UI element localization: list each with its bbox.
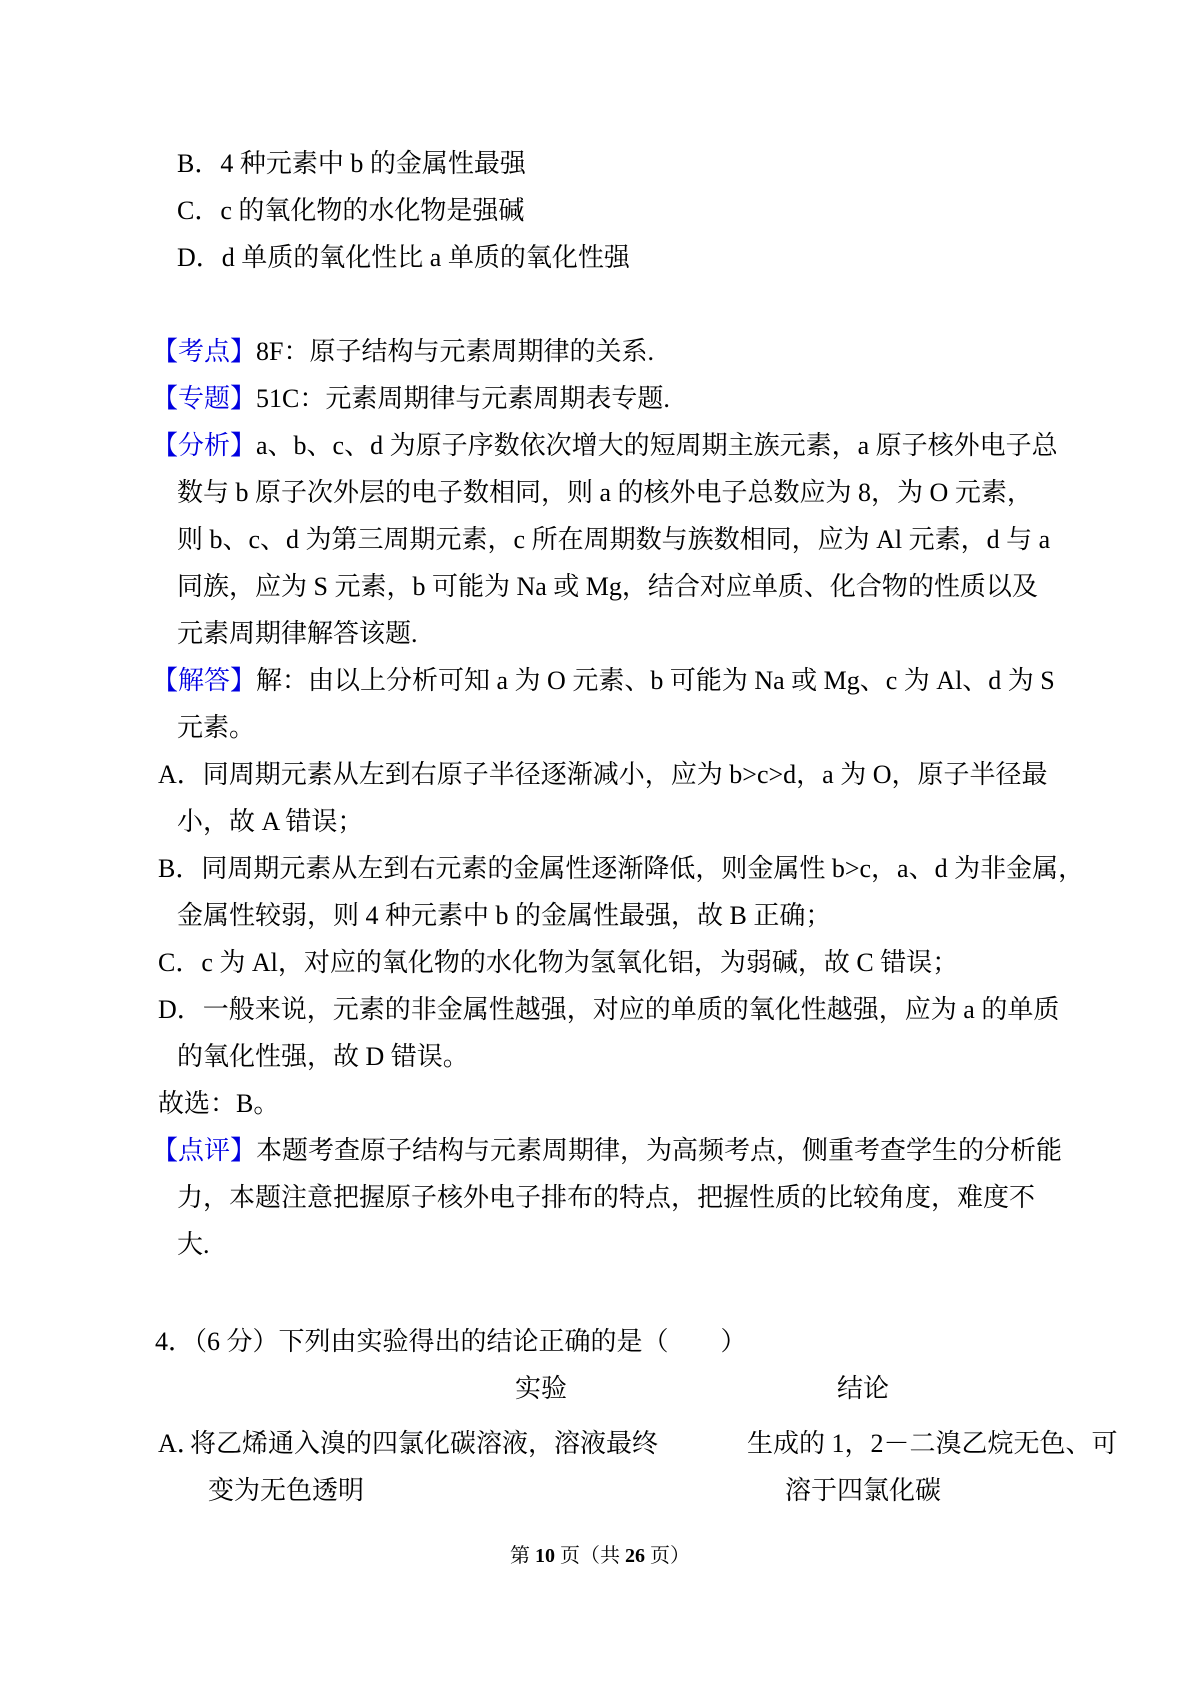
exam-point-line (0, 328, 1200, 375)
option-b-label: B． (177, 149, 221, 178)
analysis-line-1 (0, 422, 1200, 469)
question-4-text: 4．（6 分）下列由实验得出的结论正确的是（ ） (155, 1327, 747, 1356)
explain-b-line-2 (0, 892, 1200, 939)
table-row-a-conclusion-1: 生成的 1，2－二溴乙烷无色、可 (747, 1429, 1118, 1458)
option-b-text: 4 种元素中 b 的金属性最强 (220, 149, 526, 178)
question-4-line (0, 1318, 1200, 1365)
option-b (0, 140, 1200, 187)
footer-total-pages: 26 (625, 1545, 645, 1567)
analysis-line-3 (0, 516, 1200, 563)
answer-text-2: 元素。 (177, 713, 256, 742)
explain-d-line-2 (0, 1033, 1200, 1080)
explain-b-line-1 (0, 845, 1200, 892)
option-c-label: C． (177, 196, 221, 225)
conclusion-text: 故选：B。 (158, 1089, 280, 1118)
comment-line-1 (0, 1127, 1200, 1174)
explain-d-text-1: 一般来说，元素的非金属性越强，对应的单质的氧化性越强，应为 a 的单质 (202, 995, 1060, 1024)
explain-b-text-1: 同周期元素从左到右元素的金属性逐渐降低，则金属性 b>c，a、d 为非金属， (201, 854, 1085, 883)
footer-suffix: 页） (645, 1545, 690, 1567)
analysis-line-2 (0, 469, 1200, 516)
analysis-text-3: 则 b、c、d 为第三周期元素，c 所在周期数与族数相同，应为 Al 元素，d 与 a (177, 525, 1051, 554)
option-c-text: c 的氧化物的水化物是强碱 (220, 196, 525, 225)
explain-b-text-2: 金属性较弱，则 4 种元素中 b 的金属性最强，故 B 正确； (177, 901, 832, 930)
table-row-a-line-2 (0, 1467, 1200, 1514)
explain-d-line-1 (0, 986, 1200, 1033)
explain-a-text-1: 同周期元素从左到右原子半径逐渐减小，应为 b>c>d，a 为 O，原子半径最 (202, 760, 1048, 789)
explain-d-text-2: 的氧化性强，故 D 错误。 (177, 1042, 469, 1071)
table-row-a-line-1 (0, 1420, 1200, 1467)
explain-a-text-2: 小，故 A 错误； (177, 807, 364, 836)
answer-text-1: 解：由以上分析可知 a 为 O 元素、b 可能为 Na 或 Mg、c 为 Al、d 为 S (256, 666, 1055, 695)
option-c (0, 187, 1200, 234)
analysis-text-2: 数与 b 原子次外层的电子数相同，则 a 的核外电子总数应为 8，为 O 元素， (177, 478, 1033, 507)
comment-text-1: 本题考查原子结构与元素周期律，为高频考点，侧重考查学生的分析能 (256, 1136, 1063, 1165)
answer-line-1 (0, 657, 1200, 704)
analysis-line-4 (0, 563, 1200, 610)
explain-c-line-1 (0, 939, 1200, 986)
analysis-text-5: 元素周期律解答该题. (177, 619, 418, 648)
comment-label: 【点评】 (152, 1136, 257, 1165)
explain-c-label: C． (158, 948, 202, 977)
analysis-label: 【分析】 (152, 431, 257, 460)
option-d (0, 234, 1200, 281)
table-row-a-experiment-1: 将乙烯通入溴的四氯化碳溶液，溶液最终 (190, 1429, 659, 1458)
table-header-experiment: 实验 (515, 1374, 568, 1403)
explain-b-label: B． (158, 854, 202, 883)
table-header-conclusion: 结论 (837, 1374, 890, 1403)
explain-a-line-1 (0, 751, 1200, 798)
exam-point-text: 8F：原子结构与元素周期律的关系. (256, 337, 654, 366)
analysis-text-1: a、b、c、d 为原子序数依次增大的短周期主族元素，a 原子核外电子总 (256, 431, 1058, 460)
explain-d-label: D． (158, 995, 203, 1024)
footer-mid: 页（共 (555, 1545, 625, 1567)
explain-c-text-1: c 为 Al，对应的氧化物的水化物为氢氧化铝，为弱碱，故 C 错误； (201, 948, 959, 977)
explain-a-line-2 (0, 798, 1200, 845)
analysis-line-5 (0, 610, 1200, 657)
footer-prefix: 第 (510, 1545, 535, 1567)
comment-text-3: 大. (177, 1230, 210, 1259)
answer-label: 【解答】 (152, 666, 257, 695)
explain-a-label: A． (158, 760, 203, 789)
table-row-a-experiment-2: 变为无色透明 (208, 1476, 365, 1505)
comment-text-2: 力，本题注意把握原子核外电子排布的特点，把握性质的比较角度，难度不 (177, 1183, 1036, 1212)
footer-page-number: 10 (535, 1545, 555, 1567)
conclusion-line (0, 1080, 1200, 1127)
comment-line-2 (0, 1174, 1200, 1221)
table-row-a-conclusion-2: 溶于四氯化碳 (785, 1476, 942, 1505)
table-header-row (0, 1365, 1200, 1412)
exam-point-label: 【考点】 (152, 337, 257, 366)
answer-line-2 (0, 704, 1200, 751)
topic-label: 【专题】 (152, 384, 257, 413)
analysis-text-4: 同族，应为 S 元素，b 可能为 Na 或 Mg，结合对应单质、化合物的性质以及 (177, 572, 1038, 601)
comment-line-3 (0, 1221, 1200, 1268)
topic-line (0, 375, 1200, 422)
topic-text: 51C：元素周期律与元素周期表专题. (256, 384, 670, 413)
option-d-text: d 单质的氧化性比 a 单质的氧化性强 (221, 243, 630, 272)
option-d-label: D． (177, 243, 222, 272)
page-footer (0, 1541, 1200, 1571)
table-row-a-label: A． (158, 1429, 203, 1458)
